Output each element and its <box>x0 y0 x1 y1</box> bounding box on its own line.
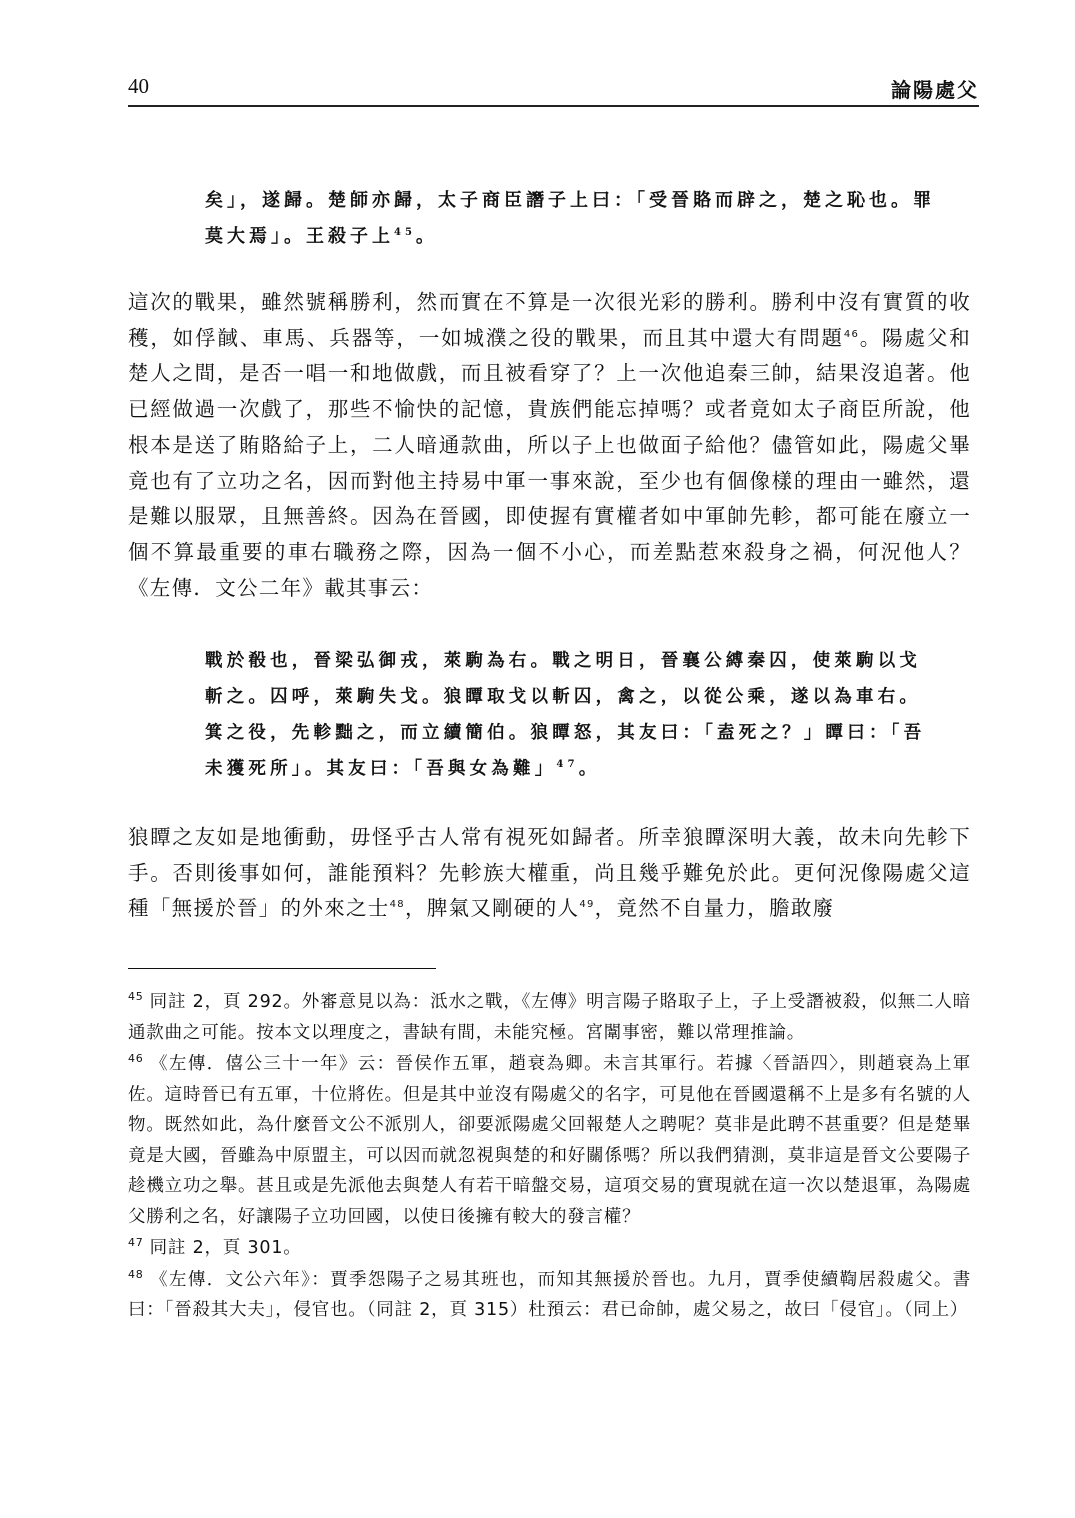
footnote-48 <box>128 1265 971 1326</box>
paragraph-2-text-a: 狼瞫之友如是地衝動，毋怪乎古人常有視死如歸者。所幸狼瞫深明大義，故未向先軫下手。否則後事如何，誰能預料？先軫族大權重，尚且幾乎難免於此。更何況像陽處父這種「無援於晉」的外來之士 <box>128 825 971 921</box>
page-header <box>128 72 979 106</box>
footnote-number: 48 <box>128 1267 144 1281</box>
footnote-ref-47: 47 <box>556 759 579 771</box>
footnote-45 <box>128 987 971 1048</box>
running-title: 論陽處父 <box>891 78 979 102</box>
footnote-text: 《左傳．文公六年》：賈季怨陽子之易其班也，而知其無援於晉也。九月，賈季使續鞫居殺處父。書曰：「晉殺其大夫」，侵官也。（同註 2，頁 315）杜預云：君已命帥，處父易之，故曰「侵官」。（同上） <box>128 1269 971 1320</box>
footnote-number: 45 <box>128 990 144 1004</box>
footnote-number: 47 <box>128 1236 144 1250</box>
paragraph-1-text-b: 。陽處父和楚人之間，是否一唱一和地做戲，而且被看穿了？上一次他追秦三帥，結果沒追著。他已經做過一次戲了，那些不愉快的記憶，貴族們能忘掉嗎？或者竟如太子商臣所說，他根本是送了賄賂給子上，二人暗通款曲，所以子上也做面子給他？儘管如此，陽處父畢竟也有了立功之名，因而對他主持易中軍一事來說，至少也有個像樣的理由一雖然，還是難以服眾，且無善終。因為在晉國，即使握有實權者如中軍帥先軫，都可能在廢立一個不算最重要的車右職務之際，因為一個不小心，而差點惹來殺身之禍，何況他人？《左傳．文公二年》載其事云： <box>128 325 972 600</box>
block-quote-1 <box>205 183 972 255</box>
paragraph-1-text-a: 這次的戰果，雖然號稱勝利，然而實在不算是一次很光彩的勝利。勝利中沒有實質的收穫，如俘馘、車馬、兵器等，一如城濮之役的戰果，而且其中還大有問題 <box>128 290 971 350</box>
body-paragraph-1 <box>128 285 971 606</box>
footnote-ref-49: 49 <box>579 899 595 911</box>
paragraph-2-text-c: ，竟然不自量力，膽敢廢 <box>594 896 835 921</box>
footnote-ref-46: 46 <box>843 328 860 340</box>
body-paragraph-2 <box>128 820 971 927</box>
header-rule <box>128 105 979 107</box>
page-number: 40 <box>128 74 149 98</box>
quote-1-tail: 。 <box>415 226 438 247</box>
quote-1-line-1: 矣」，遂歸。楚師亦歸，太子商臣譖子上曰：「受晉賂而辟之，楚之恥也。罪 <box>205 190 935 211</box>
footnote-47 <box>128 1233 971 1264</box>
quote-2-line-1: 戰於殽也，晉梁弘御戎，萊駒為右。戰之明日，晉襄公縛秦囚，使萊駒以戈 <box>205 651 922 671</box>
footnote-46 <box>128 1049 971 1232</box>
footnote-separator <box>128 968 436 969</box>
footnote-text: 同註 2，頁 301。 <box>149 1238 302 1258</box>
quote-2-line-3: 箕之役，先軫黜之，而立續簡伯。狼瞫怒，其友曰：「盍死之？」瞫曰：「吾 <box>205 723 926 743</box>
footnote-text: 同註 2，頁 292。外審意見以為：泜水之戰，《左傳》明言陽子賂取子上，子上受譖被殺，似無二人暗通款曲之可能。按本文以理度之，書缺有間，未能究極。宮闈事密，難以常理推論。 <box>128 992 971 1043</box>
quote-2-line-4-text: 未獲死所」。其友曰：「吾與女為難」 <box>205 759 557 779</box>
footnote-ref-45: 45 <box>394 227 416 238</box>
quote-1-line-2-text: 莫大焉」。王殺子上 <box>205 226 394 247</box>
quote-2-tail: 。 <box>578 759 601 779</box>
paragraph-2-text-b: ，脾氣又剛硬的人 <box>404 896 580 921</box>
quote-1-line-2 <box>205 219 972 255</box>
quote-2-line-4 <box>205 751 972 787</box>
footnote-number: 46 <box>128 1052 144 1066</box>
block-quote-2 <box>205 643 972 787</box>
quote-2-line-2: 斬之。囚呼，萊駒失戈。狼瞫取戈以斬囚，禽之，以從公乘，遂以為車右。 <box>205 687 922 707</box>
footnotes <box>128 987 971 1327</box>
footnote-ref-48: 48 <box>389 899 405 911</box>
footnote-text: 《左傳．僖公三十一年》云：晉侯作五軍，趙衰為卿。未言其軍行。若據〈晉語四〉，則趙衰為上軍佐。這時晉已有五軍，十位將佐。但是其中並沒有陽處父的名字，可見他在晉國還稱不上是多有名號的人物。既然如此，為什麼晉文公不派別人，卻要派陽處父回報楚人之聘呢？莫非是此聘不甚重要？但是楚畢竟是大國，晉雖為中原盟主，可以因而就忽視與楚的和好關係嗎？所以我們猜測，莫非這是晉文公要陽子趁機立功之舉。甚且或是先派他去與楚人有若干暗盤交易，這項交易的實現就在這一次以楚退軍，為陽處父勝利之名，好讓陽子立功回國，以使日後擁有較大的發言權？ <box>128 1054 971 1227</box>
